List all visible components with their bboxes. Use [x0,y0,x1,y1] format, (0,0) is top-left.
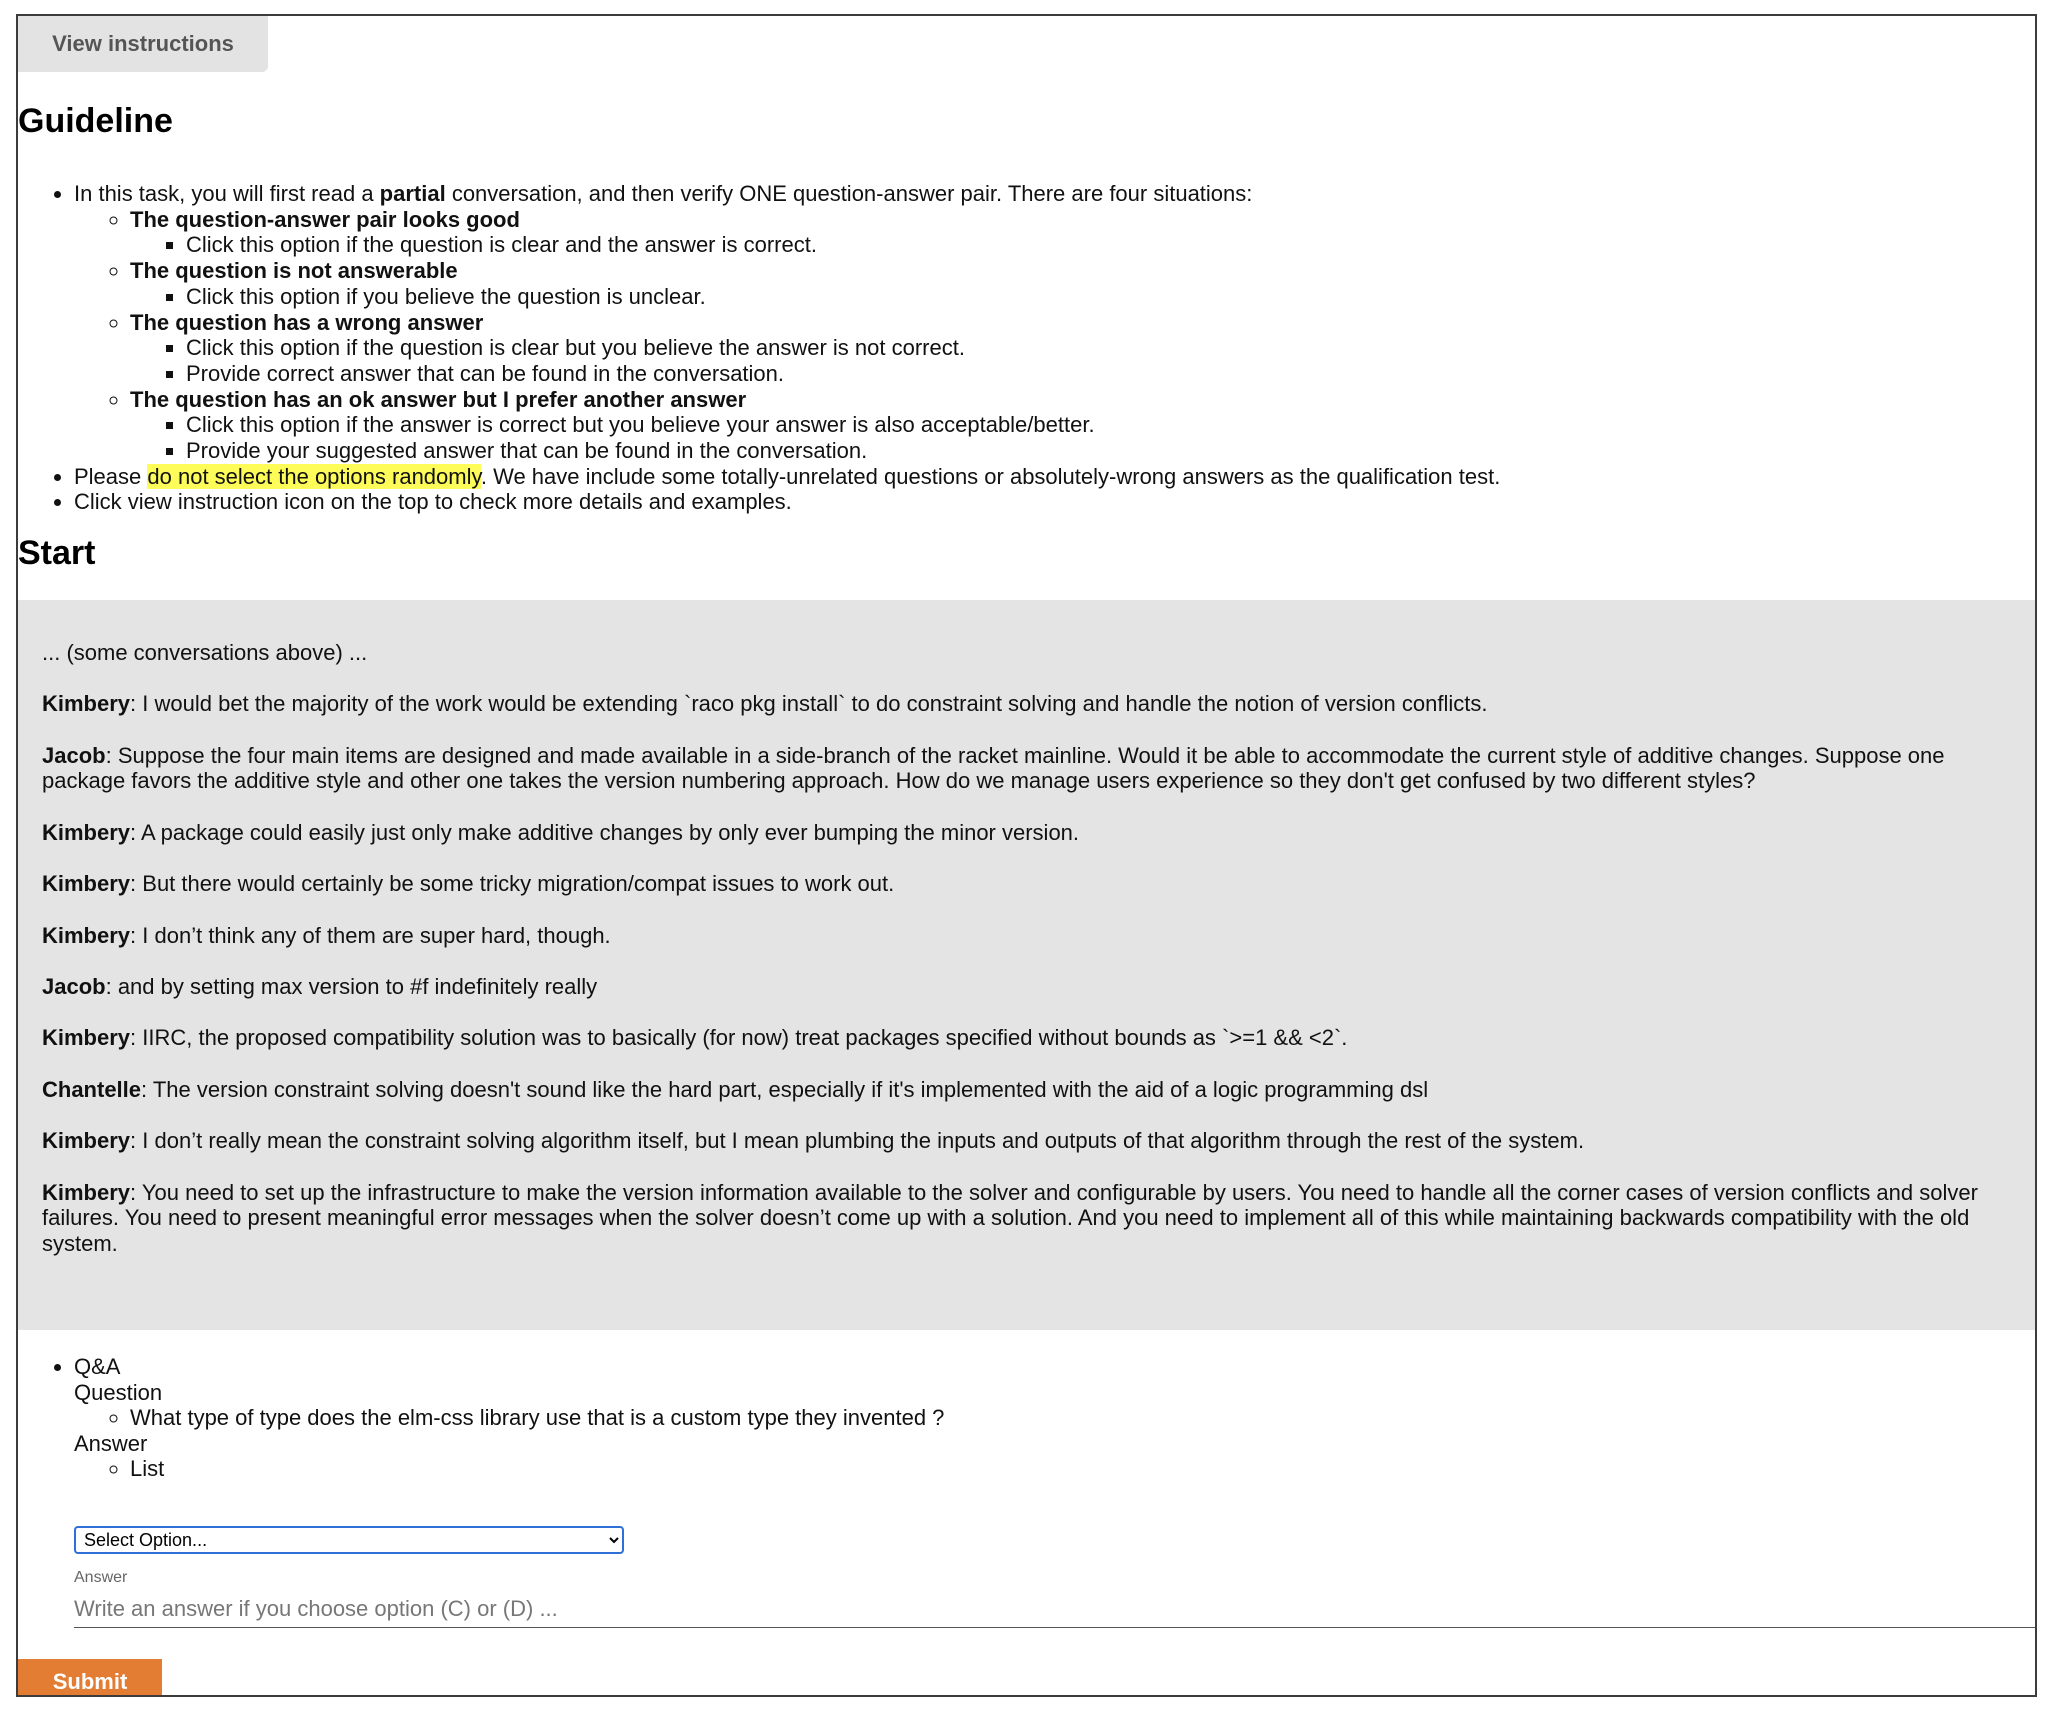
qa-list [18,1354,1974,1482]
conversation-panel [18,600,2035,1330]
message-speaker: Kimbery [42,819,131,845]
message-speaker: Chantelle [42,1076,142,1102]
message-speaker: Jacob [42,742,106,768]
message-speaker: Kimbery [42,691,131,717]
answer-input[interactable] [74,1591,2035,1628]
conversation-message [42,1025,2011,1051]
qa-item [74,1354,1974,1482]
situation-note: ▪ Click this option if the question is clear and the answer is correct. [186,232,2037,258]
situation-item [130,310,2037,387]
situation-item [130,258,2037,309]
situation-note: ▪ Click this option if you believe the question is unclear. [186,284,2037,310]
answer-label-static: Answer [74,1430,148,1456]
message-speaker: Kimbery [42,1025,131,1051]
message-text: : Suppose the four main items are designed and made available in a side-branch of the racket mainline. Would it be able to accommodate the current style of additive changes. Suppose one package favors the additive style and other one takes the version numbering approach. How do we manage users experience so they don't get confused by two different styles? [42,742,1945,794]
guideline-intro-item [74,181,2037,464]
situation-notes [130,232,2037,258]
conversation-message [42,820,2011,846]
situation-title: The question has a wrong answer [130,309,484,335]
conversation-message [42,974,2011,1000]
situation-title: The question-answer pair looks good [130,206,520,232]
message-text: : I don’t really mean the constraint solving algorithm itself, but I mean plumbing the inputs and outputs of that algorithm through the rest of the system. [130,1128,1585,1154]
start-heading: Start [18,534,96,572]
message-text: : I don’t think any of them are super hard, though. [130,922,611,948]
situation-item [130,387,2037,464]
answer-field-label: Answer [74,1569,128,1586]
option-select[interactable] [74,1526,624,1554]
qa-heading: • Q&A [74,1354,121,1379]
message-text: : The version constraint solving doesn't sound like the hard part, especially if it's implemented with the aid of a logic programming dsl [141,1076,1429,1102]
message-text: : IIRC, the proposed compatibility solution was to basically (for now) treat packages specified without bounds as `>=1 && <2`. [130,1025,1348,1051]
warning-highlight: do not select the options randomly [147,463,481,489]
question-list [74,1405,1974,1431]
guideline-heading: Guideline [18,102,173,140]
guideline-list [18,181,2037,515]
message-text: : A package could easily just only make additive changes by only ever bumping the minor version. [130,819,1080,845]
intro-bold-word: partial [379,181,446,206]
conversation-preface: ... (some conversations above) ... [42,640,368,665]
submit-button[interactable]: Submit [18,1659,162,1697]
warning-text-start: Please [74,463,148,489]
situation-title: The question has an ok answer but I prefer another answer [130,386,747,412]
message-text: : But there would certainly be some tricky migration/compat issues to work out. [130,871,895,897]
situation-note: ▪ Provide correct answer that can be found in the conversation. [186,361,2037,387]
message-speaker: Kimbery [42,1179,131,1205]
situation-note: ▪ Click this option if the question is clear but you believe the answer is not correct. [186,335,2037,361]
conversation-message [42,743,2011,794]
situation-note: ▪ Provide your suggested answer that can be found in the conversation. [186,438,2037,464]
situation-title: The question is not answerable [130,258,458,284]
message-speaker: Kimbery [42,871,131,897]
answer-list [74,1456,1974,1482]
guideline-warning-item [74,464,2037,490]
question-text: ◦ What type of type does the elm-css library use that is a custom type they invented ? [130,1405,1974,1431]
message-speaker: Kimbery [42,1128,131,1154]
message-text: : You need to set up the infrastructure to make the version information available to the solver and configurable by users. You need to handle all the corner cases of version conflicts and solver failures. You need to present meaningful error messages when the solver doesn’t come up with a solution. And you need to implement all of this while maintaining backwards compatibility with the old system. [42,1179,1978,1257]
situation-notes [130,335,2037,386]
conversation-message [42,1128,2011,1154]
situation-notes [130,284,2037,310]
message-speaker: Jacob [42,974,106,1000]
conversation-message [42,691,2011,717]
intro-text-end: conversation, and then verify ONE question-answer pair. There are four situations: [445,181,1253,206]
situation-list [74,207,2037,464]
question-label: Question [74,1379,163,1405]
intro-text-start: In this task, you will first read a [74,181,380,206]
message-speaker: Kimbery [42,922,131,948]
conversation-message [42,871,2011,897]
message-text: : and by setting max version to #f indefinitely really [105,974,598,1000]
task-frame [16,14,2037,1697]
warning-text-end: . We have include some totally-unrelated questions or absolutely-wrong answers as the qualification test. [480,463,1501,489]
situation-item [130,207,2037,258]
guideline-more-info-item: • Click view instruction icon on the top to check more details and examples. [74,489,2037,515]
situation-note: ▪ Click this option if the answer is correct but you believe your answer is also acceptable/better. [186,412,2037,438]
situation-notes [130,412,2037,463]
conversation-message [42,1077,2011,1103]
answer-text: ◦ List [130,1456,1974,1482]
view-instructions-button[interactable]: View instructions [18,16,268,72]
message-text: : I would bet the majority of the work would be extending `raco pkg install` to do constraint solving and handle the notion of version conflicts. [130,691,1488,717]
conversation-message [42,1180,2011,1257]
conversation-message [42,923,2011,949]
